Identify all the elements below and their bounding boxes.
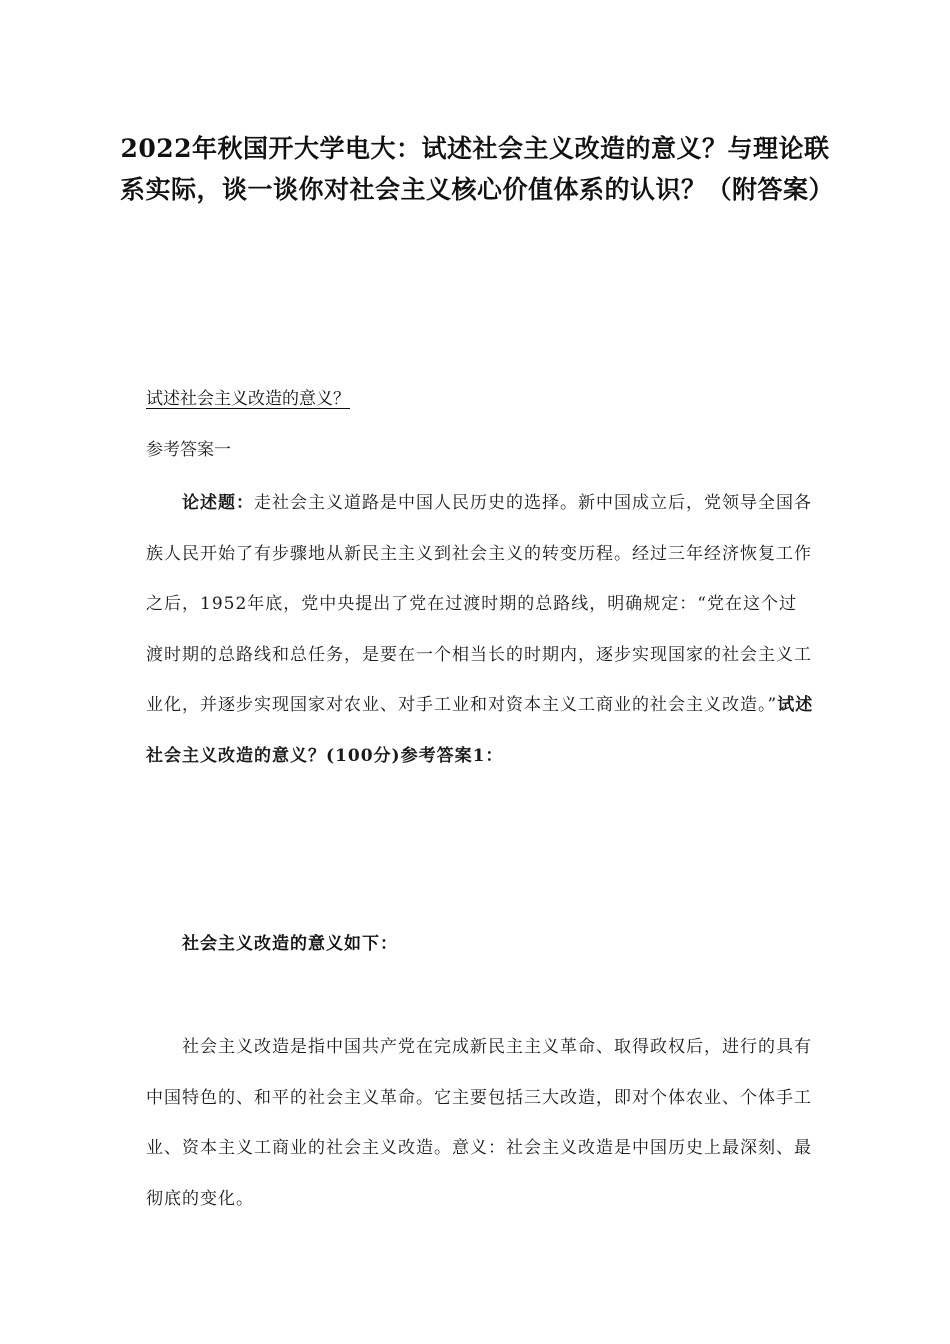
- section-heading: 试述社会主义改造的意义？: [146, 389, 350, 409]
- significance-subheading: 社会主义改造的意义如下：: [182, 934, 398, 954]
- paragraph-tail-bold: 试述社会主义改造的意义？(100分)参考答案1：: [146, 695, 814, 766]
- paragraph-body: 走社会主义道路是中国人民历史的选择。新中国成立后，党领导全国各族人民开始了有步骤地从新民主主义到社会主义的转变历程。经过三年经济恢复工作之后，1952年底，党中央提出了党在过渡时期的总路线，明确规定：“党在这个过渡时期的总路线和总任务，是要在一个相当长的时期内，逐步实现国家的社会主义工业化，并逐步实现国家对农业、对手工业和对资本主义工商业的社会主义改造。”: [146, 493, 812, 715]
- answer-paragraph-3: 社会主义改造是指中国共产党在完成新民主主义革命、取得政权后，进行的具有中国特色的、和平的社会主义革命。它主要包括三大改造，即对个体农业、个体手工业、资本主义工商业的社会主义改造。意义：社会主义改造是中国历史上最深刻、最彻底的变化。: [146, 1037, 812, 1209]
- document-title: 2022年秋国开大学电大：试述社会主义改造的意义？与理论联系实际，谈一谈你对社会主义核心价值体系的认识？（附答案）: [120, 134, 835, 204]
- paragraph-lead-bold: 论述题：: [182, 493, 254, 513]
- answer-paragraph-1: [146, 478, 814, 781]
- answer-label: 参考答案一: [146, 440, 231, 460]
